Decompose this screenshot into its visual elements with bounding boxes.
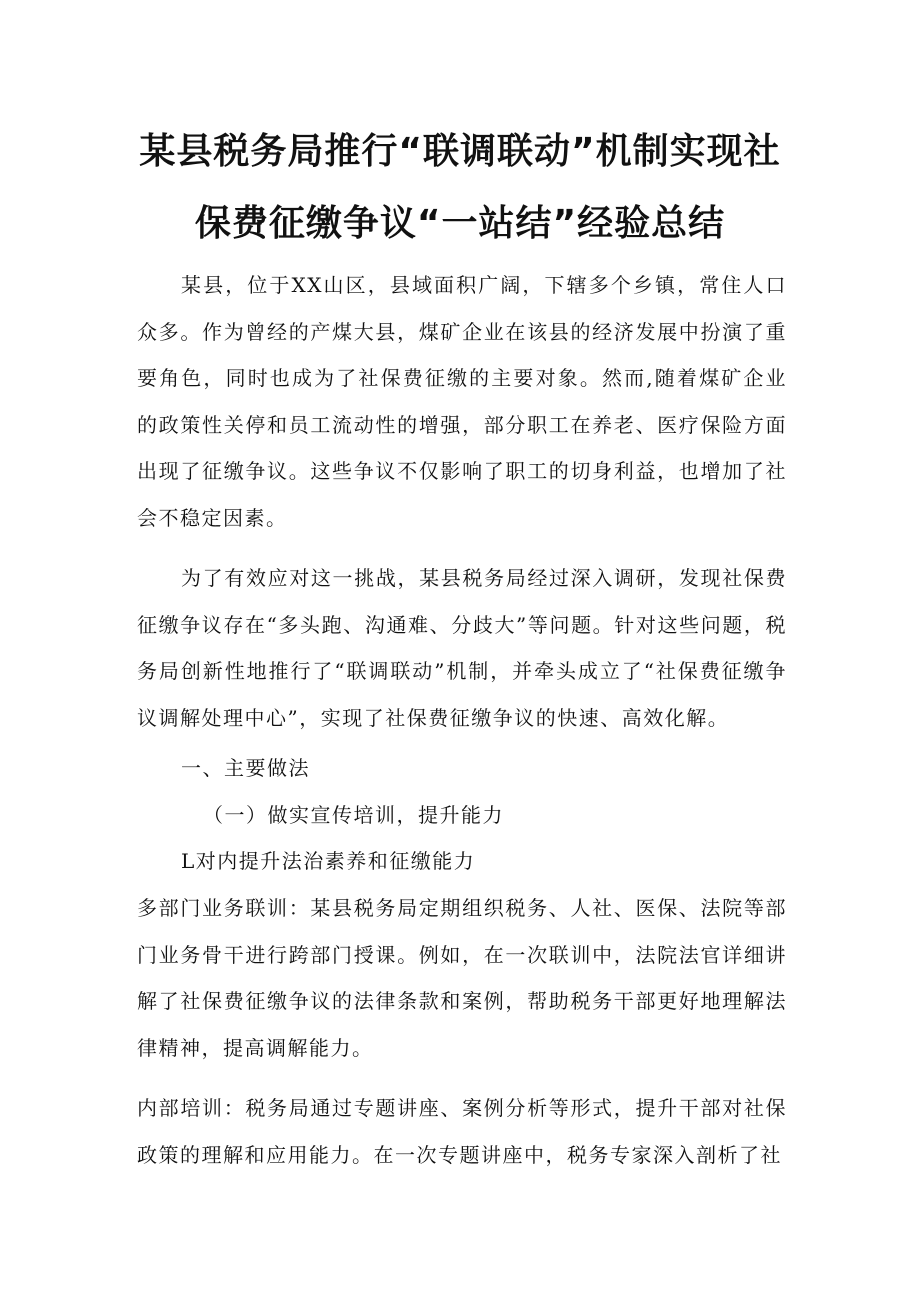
paragraph-intro: 某县，位于XX山区，县域面积广阔，下辖多个乡镇，常住人口众多。作为曾经的产煤大县，煤矿企业在该县的经济发展中扮演了重要角色，同时也成为了社保费征缴的主要对象。然而,随着煤矿企业的政策性关停和员工流动性的增强，部分职工在养老、医疗保险方面出现了征缴争议。这些争议不仅影响了职工的切身利益，也增加了社会不稳定因素。 [137, 273, 787, 530]
paragraph-joint-training: 多部门业务联训：某县税务局定期组织税务、人社、医保、法院等部门业务骨干进行跨部门授课。例如，在一次联训中，法院法官详细讲解了社保费征缴争议的法律条款和案例，帮助税务干部更好地理解法律精神，提高调解能力。 [137, 896, 787, 1060]
heading-internal-capacity: L对内提升法治素养和征缴能力 [181, 849, 476, 873]
document-title-line-1: 某县税务局推行“联调联动”机制实现社 [139, 131, 781, 172]
heading-training: （一）做实宣传培训，提升能力 [203, 803, 504, 827]
paragraph-internal-training: 内部培训：税务局通过专题讲座、案例分析等形式，提升干部对社保政策的理解和应用能力。在一次专题讲座中，税务专家深入剖析了社 [137, 1096, 787, 1167]
document-title-line-2: 保费征缴争议“一站结”经验总结 [194, 203, 726, 244]
paragraph-response: 为了有效应对这一挑战，某县税务局经过深入调研，发现社保费征缴争议存在“多头跑、沟通难、分歧大”等问题。针对这些问题，税务局创新性地推行了“联调联动”机制，并牵头成立了“社保费征缴争议调解处理中心”，实现了社保费征缴争议的快速、高效化解。 [137, 566, 787, 730]
heading-main-measures: 一、主要做法 [181, 756, 310, 780]
